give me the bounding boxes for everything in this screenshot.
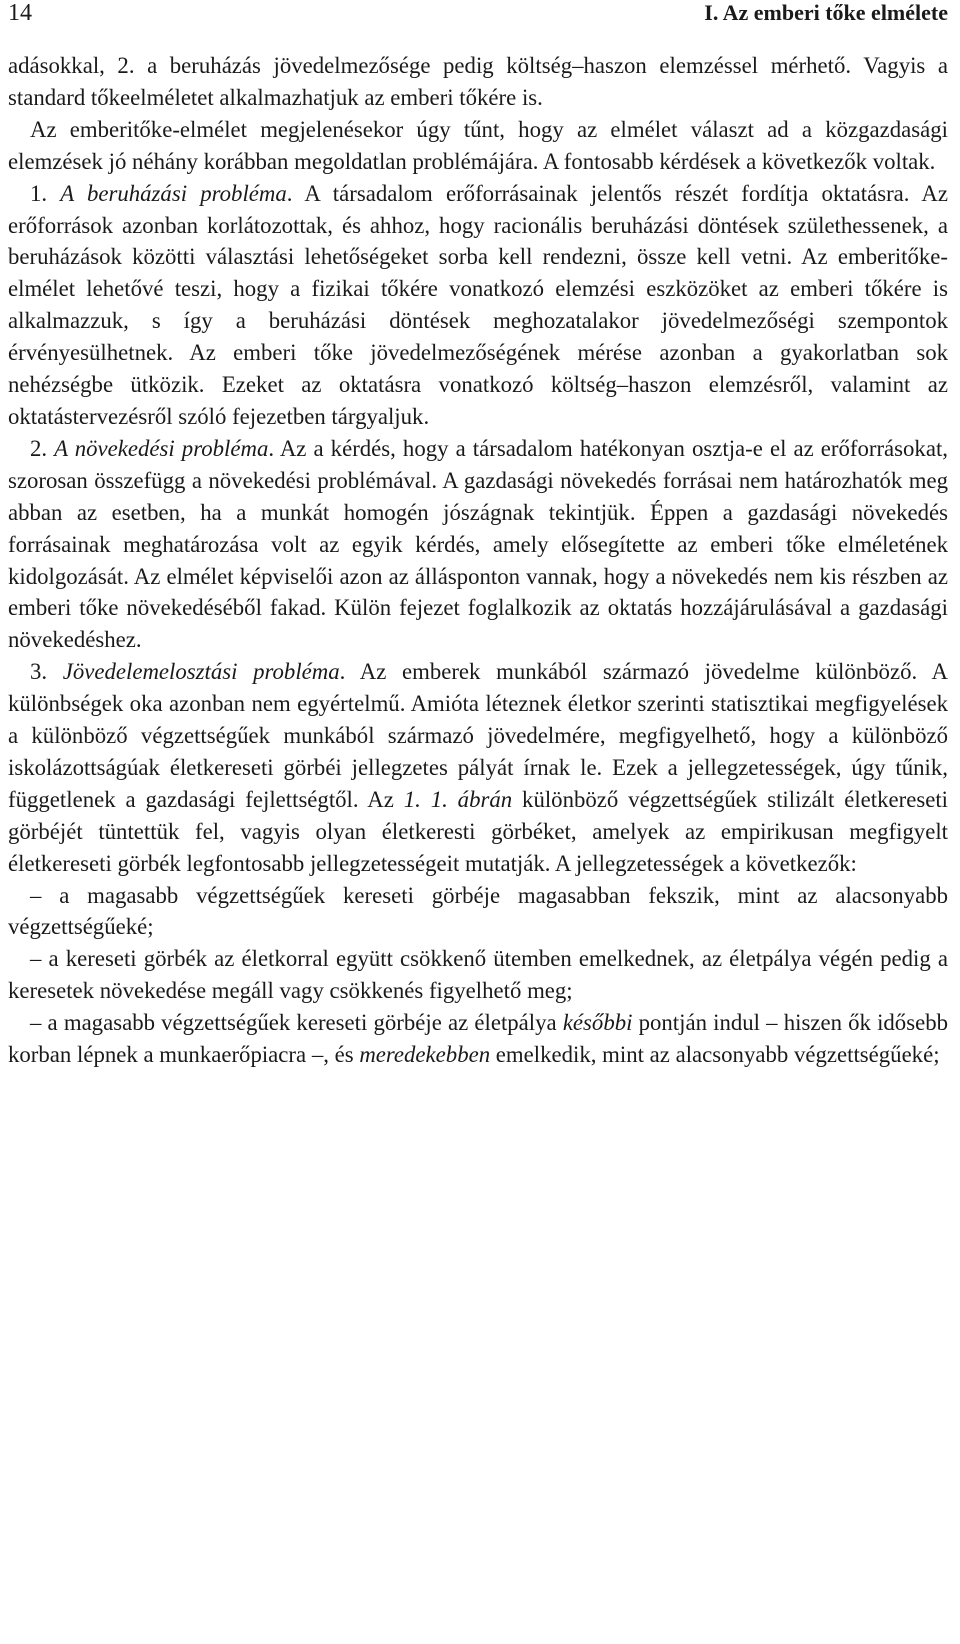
- page-number: 14: [8, 0, 32, 26]
- paragraph-text: . A társadalom erőforrásainak jelentős részét fordítja oktatásra. Az erőforrások azonban korlátozottak, és ahhoz, hogy racionális beruházási döntések születhessenek, a beruházások közötti választási lehetőségeket sorba kell rendezni, össze kell vetni. Az emberitőke-elmélet lehetővé teszi, hogy a fizikai tőkére vonatkozó elemzési eszközöket az emberi tőkére is alkalmazzuk, s így a beruházási döntések meghozatalakor jövedelmezőségi szempontok érvényesülhetnek. Az emberi tőke jövedelmezőségének mérése azonban a gyakorlatban sok nehézségbe ütközik. Ezeket az oktatásra vonatkozó költség–haszon elemzésről, valamint az oktatástervezésről szóló fejezetben tárgyaljuk.: [8, 180, 948, 429]
- paragraph-text: . Az emberek munkából származó jövedelme különböző. A különbségek oka azonban nem egyértelmű. Amióta léteznek életkor szerinti statisztikai megfigyelések a különböző végzettségűek munkából származó jövedelmére, megfigyelhető, hogy a különböző iskolázottságúak életkereseti görbéi jellegzetes pályát írnak le. Ezek a jellegzetességek, úgy tűnik, függetlenek a gazdasági fejlettségtől. Az: [8, 659, 949, 812]
- chapter-title: I. Az emberi tőke elmélete: [704, 0, 948, 25]
- emphasis: meredekebben: [359, 1042, 491, 1068]
- figure-reference: 1. 1. ábrán: [403, 786, 513, 812]
- paragraph: [8, 433, 948, 656]
- paragraph: [8, 656, 948, 879]
- list-item: – a kereseti görbék az életkorral együtt csökkenő ütemben emelkednek, az életpálya végén pedig a keresetek növekedése megáll vagy csökkenés figyelhető meg;: [8, 946, 948, 1004]
- paragraph-text: pontján indul – hiszen ők idősebb korban lépnek a munkaerőpiacra –, és: [8, 1010, 948, 1068]
- list-number: 1.: [30, 180, 61, 206]
- paragraph: adásokkal, 2. a beruházás jövedelmezősége pedig költség–haszon elemzéssel mérhető. Vagyis a standard tőkeelméletet alkalmazhatjuk az emberi tőkére is.: [8, 53, 948, 110]
- paragraph-text: emelkedik, mint az alacsonyabb végzettségűeké;: [490, 1042, 940, 1068]
- paragraph: Az emberitőke-elmélet megjelenésekor úgy tűnt, hogy az elmélet választ ad a közgazdasági elemzések jó néhány korábban megoldatlan problémájára. A fontosabb kérdések a következők voltak.: [8, 116, 948, 174]
- section-title: A növekedési probléma: [54, 435, 269, 461]
- running-header: [8, 0, 948, 36]
- paragraph-text: – a magasabb végzettségűek kereseti görbéje az életpálya: [30, 1010, 563, 1036]
- section-title: Jövedelemelosztási probléma: [62, 659, 340, 685]
- paragraph: [8, 178, 948, 433]
- body-text: [8, 50, 948, 1071]
- paragraph-text: . Az a kérdés, hogy a társadalom hatékonyan osztja-e el az erőforrásokat, szorosan összefügg a növekedési problémával. A gazdasági növekedés forrásai nem határozhatók meg abban az esetben, ha a munkát homogén jószágnak tekintjük. Éppen a gazdasági növekedés forrásainak meghatározása volt az egyik kérdés, amely elősegítette az emberi tőke elméletének kidolgozását. Az elmélet képviselői azon az állásponton vannak, hogy a növekedés nem kis részben az emberi tőke növekedéséből fakad. Külön fejezet foglalkozik az oktatás hozzájárulásával a gazdasági növekedéshez.: [8, 435, 948, 653]
- paragraph-text: különböző végzettségűek stilizált életkereseti görbéjét tüntettük fel, vagyis olyan életkeresti görbéket, amelyek az empirikusan megfigyelt életkereseti görbék legfontosabb jellegzetességeit mutatják. A jellegzetességek a következők:: [8, 786, 948, 876]
- list-item: [8, 1007, 948, 1071]
- section-title: A beruházási probléma: [60, 180, 287, 206]
- list-number: 3.: [30, 659, 63, 685]
- list-item: – a magasabb végzettségűek kereseti görbéje magasabban fekszik, mint az alacsonyabb végzettségűeké;: [8, 882, 948, 940]
- list-number: 2.: [30, 435, 55, 461]
- emphasis: későbbi: [562, 1010, 633, 1036]
